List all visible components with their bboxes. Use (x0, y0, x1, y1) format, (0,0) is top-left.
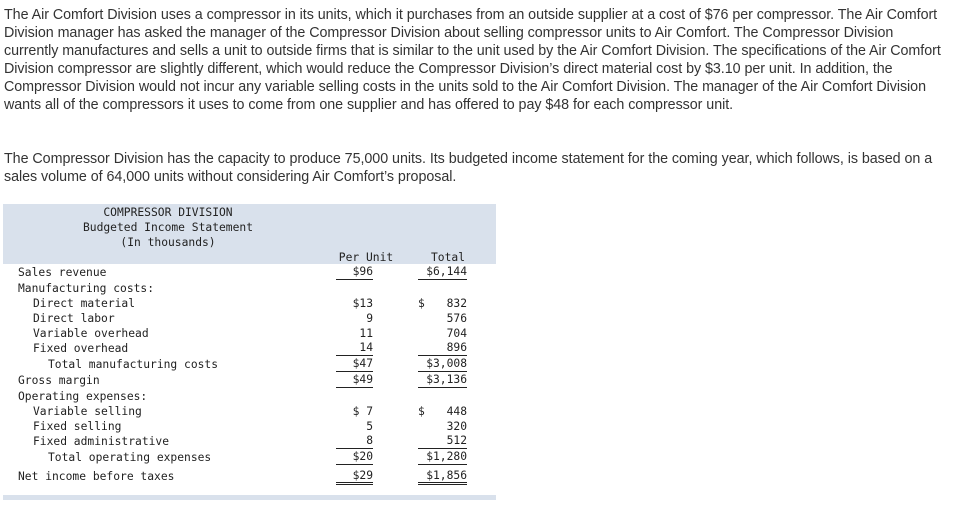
per-unit-value: $47 (336, 357, 373, 372)
row-label: Variable overhead (33, 327, 149, 340)
per-unit-value: 14 (336, 341, 373, 356)
total-value: 320 (446, 420, 467, 433)
statement-subtitle: Budgeted Income Statement (82, 221, 254, 234)
column-header-per-unit: Per Unit (338, 251, 394, 264)
total-value: 512 (418, 434, 467, 449)
row-direct-labor (3, 311, 496, 326)
row-label: Variable selling (33, 405, 142, 418)
row-label: Operating expenses: (18, 390, 148, 403)
total-value: $1,856 (418, 469, 467, 485)
total-value: 832 (446, 297, 467, 310)
total-value: $6,144 (418, 265, 467, 280)
row-net-income-before-taxes (3, 469, 496, 484)
row-label: Manufacturing costs: (18, 282, 155, 295)
total-value: 704 (446, 327, 467, 340)
row-direct-material (3, 296, 496, 311)
total-value: $3,136 (418, 373, 467, 388)
row-fixed-selling (3, 419, 496, 434)
problem-paragraph-2: The Compressor Division has the capacity to produce 75,000 units. Its budgeted income statement for the coming year, which follows, is based on a sales volume of 64,000 units without considering Air Comfort’s proposal. (4, 151, 933, 185)
row-manufacturing-costs-heading (3, 281, 496, 296)
statement-title: COMPRESSOR DIVISION (103, 206, 233, 219)
dollar-sign: $ (418, 405, 425, 418)
row-label: Fixed administrative (33, 435, 170, 448)
row-gross-margin (3, 373, 496, 388)
column-header-total: Total (430, 251, 465, 264)
row-fixed-administrative (3, 434, 496, 449)
row-label: Fixed overhead (33, 342, 129, 355)
per-unit-value: 8 (336, 434, 373, 449)
row-label: Direct material (33, 297, 136, 310)
total-cell (418, 404, 467, 419)
per-unit-value: 11 (359, 327, 373, 340)
statement-footer-band (3, 495, 496, 500)
per-unit-value: 5 (366, 420, 373, 433)
row-label: Gross margin (18, 374, 100, 387)
per-unit-value: $96 (336, 265, 373, 280)
total-cell (418, 296, 467, 311)
row-label: Sales revenue (18, 266, 107, 279)
dollar-sign: $ (418, 297, 425, 310)
total-value: $3,008 (418, 357, 467, 372)
statement-units-note: (In thousands) (120, 236, 216, 249)
total-value: 896 (418, 341, 467, 356)
row-total-manufacturing-costs (3, 357, 496, 372)
per-unit-value: $13 (352, 297, 373, 310)
row-label: Total operating expenses (48, 451, 212, 464)
row-label: Total manufacturing costs (48, 358, 219, 371)
problem-paragraph-1: The Air Comfort Division uses a compressor in its units, which it purchases from an outside supplier at a cost of $76 per compressor. The Air Comfort Division manager has asked the manager of the Compressor Division about selling compressor units to Air Comfort. The Compressor Division currently manufactures and sells a unit to outside firms that is similar to the unit used by the Air Comfort Division. The specifications of the Air Comfort Division compressor are slightly different, which would reduce the Compressor Division’s direct material cost by $3.10 per unit. In addition, the Compressor Division would not incur any variable selling costs in the units sold to the Air Comfort Division. The manager of the Air Comfort Division wants all of the compressors it uses to come from one supplier and has offered to pay $48 for each compressor unit. (4, 7, 941, 113)
total-value: 576 (446, 312, 467, 325)
row-label: Fixed selling (33, 420, 122, 433)
per-unit-value: $49 (336, 373, 373, 388)
row-label: Direct labor (33, 312, 115, 325)
per-unit-value: $20 (336, 450, 373, 465)
total-value: 448 (446, 405, 467, 418)
row-variable-selling (3, 404, 496, 419)
per-unit-value: 9 (366, 312, 373, 325)
income-statement-table (3, 204, 496, 500)
row-fixed-overhead (3, 341, 496, 356)
row-total-operating-expenses (3, 450, 496, 465)
total-value: $1,280 (418, 450, 467, 465)
row-operating-expenses-heading (3, 389, 496, 404)
row-sales-revenue (3, 265, 496, 280)
per-unit-value: $ 7 (352, 405, 373, 418)
per-unit-value: $29 (336, 469, 373, 485)
row-variable-overhead (3, 326, 496, 341)
row-label: Net income before taxes (18, 470, 175, 483)
